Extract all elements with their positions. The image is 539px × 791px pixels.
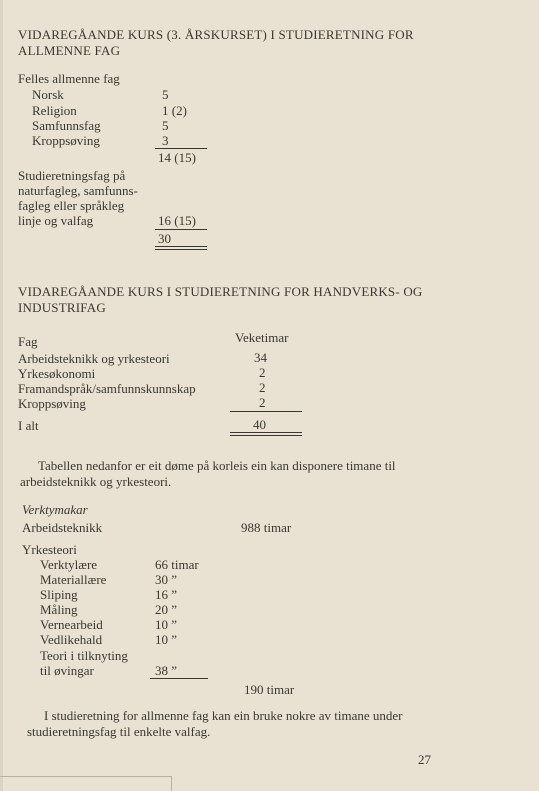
table-row-hours: 2 xyxy=(259,380,266,395)
section3-title: Verktymakar xyxy=(22,502,88,517)
subtotal-rule xyxy=(155,148,207,149)
teori-line2: til øvingar xyxy=(40,663,94,678)
list-item-hours: 10 ” xyxy=(155,617,178,632)
studie-line: linje og valfag xyxy=(18,213,94,228)
paragraph2-line2: studieretningsfag til enkelte valfag. xyxy=(27,724,211,739)
list-item-name: Vernearbeid xyxy=(40,617,103,632)
list-item-hours: 30 ” xyxy=(155,572,178,587)
felles-label: Felles allmenne fag xyxy=(18,71,120,86)
table-row-hours: 34 xyxy=(254,350,267,365)
double-rule-top xyxy=(230,432,302,433)
list-item-name: Verktylære xyxy=(40,557,98,572)
section1-heading-line1: VIDAREGÅANDE KURS (3. ÅRSKURSET) I STUDIERETNING FOR xyxy=(18,27,414,42)
subject-name: Religion xyxy=(32,103,77,118)
subject-hours: 5 xyxy=(162,118,169,133)
paragraph2-line1: I studieretning for allmenne fag kan ein bruke nokre av timane under xyxy=(44,708,403,723)
arbeid-hours: 988 timar xyxy=(241,520,292,535)
page-number: 27 xyxy=(418,752,431,767)
subject-name: Norsk xyxy=(32,87,64,102)
double-rule-top xyxy=(155,246,207,247)
yrkesteori-total-rule xyxy=(150,678,208,679)
yrkesteori-total: 190 timar xyxy=(244,682,295,697)
teori-hours: 38 ” xyxy=(155,663,178,678)
paragraph1-line1: Tabellen nedanfor er eit døme på korleis ein kan disponere timane til xyxy=(38,458,396,473)
yrkesteori-label: Yrkesteori xyxy=(22,542,77,557)
table-row-hours: 2 xyxy=(259,365,266,380)
section1-total: 30 xyxy=(158,231,171,246)
list-item-hours: 66 timar xyxy=(155,557,199,572)
teori-line1: Teori i tilknyting xyxy=(40,648,128,663)
arbeid-label: Arbeidsteknikk xyxy=(22,520,103,535)
table-row-hours: 2 xyxy=(259,395,266,410)
section2-heading-line1: VIDAREGÅANDE KURS I STUDIERETNING FOR HANDVERKS- OG xyxy=(18,284,423,299)
table-row-name: Arbeidsteknikk og yrkesteori xyxy=(18,351,170,366)
studie-line: naturfagleg, samfunns- xyxy=(18,183,138,198)
subject-hours: 1 (2) xyxy=(162,103,187,118)
total-label: I alt xyxy=(18,418,39,433)
list-item-name: Vedlikehald xyxy=(40,632,103,647)
subject-name: Kroppsøving xyxy=(32,133,100,148)
studie-line: fagleg eller språkleg xyxy=(18,198,125,213)
col-header-fag: Fag xyxy=(18,334,38,349)
double-rule-bottom xyxy=(230,435,302,436)
subject-hours: 3 xyxy=(162,133,169,148)
list-item-hours: 20 ” xyxy=(155,602,178,617)
table-row-name: Yrkesøkonomi xyxy=(18,366,96,381)
total-rule xyxy=(155,229,207,230)
subtotal-hours: 14 (15) xyxy=(158,150,196,165)
subject-name: Samfunnsfag xyxy=(32,118,101,133)
subject-hours: 5 xyxy=(162,87,169,102)
section1-heading-line2: ALLMENNE FAG xyxy=(18,43,121,58)
section2-total: 40 xyxy=(253,417,266,432)
table-row-name: Kroppsøving xyxy=(18,396,86,411)
section2-heading-line2: INDUSTRIFAG xyxy=(18,300,106,315)
table-total-rule xyxy=(230,411,302,412)
studie-line: Studieretningsfag på xyxy=(18,168,126,183)
list-item-hours: 10 ” xyxy=(155,632,178,647)
col-header-veketimar: Veketimar xyxy=(235,330,289,345)
footer-rule-edge xyxy=(171,776,172,791)
list-item-name: Sliping xyxy=(40,587,78,602)
list-item-name: Materiallære xyxy=(40,572,107,587)
footer-rule xyxy=(0,776,172,777)
list-item-hours: 16 ” xyxy=(155,587,178,602)
paragraph1-line2: arbeidsteknikk og yrkesteori. xyxy=(20,474,172,489)
list-item-name: Måling xyxy=(40,602,78,617)
double-rule-bottom xyxy=(155,249,207,250)
page-edge-shadow xyxy=(0,0,3,791)
table-row-name: Framandspråk/samfunnskunnskap xyxy=(18,381,196,396)
studie-hours: 16 (15) xyxy=(158,213,196,228)
